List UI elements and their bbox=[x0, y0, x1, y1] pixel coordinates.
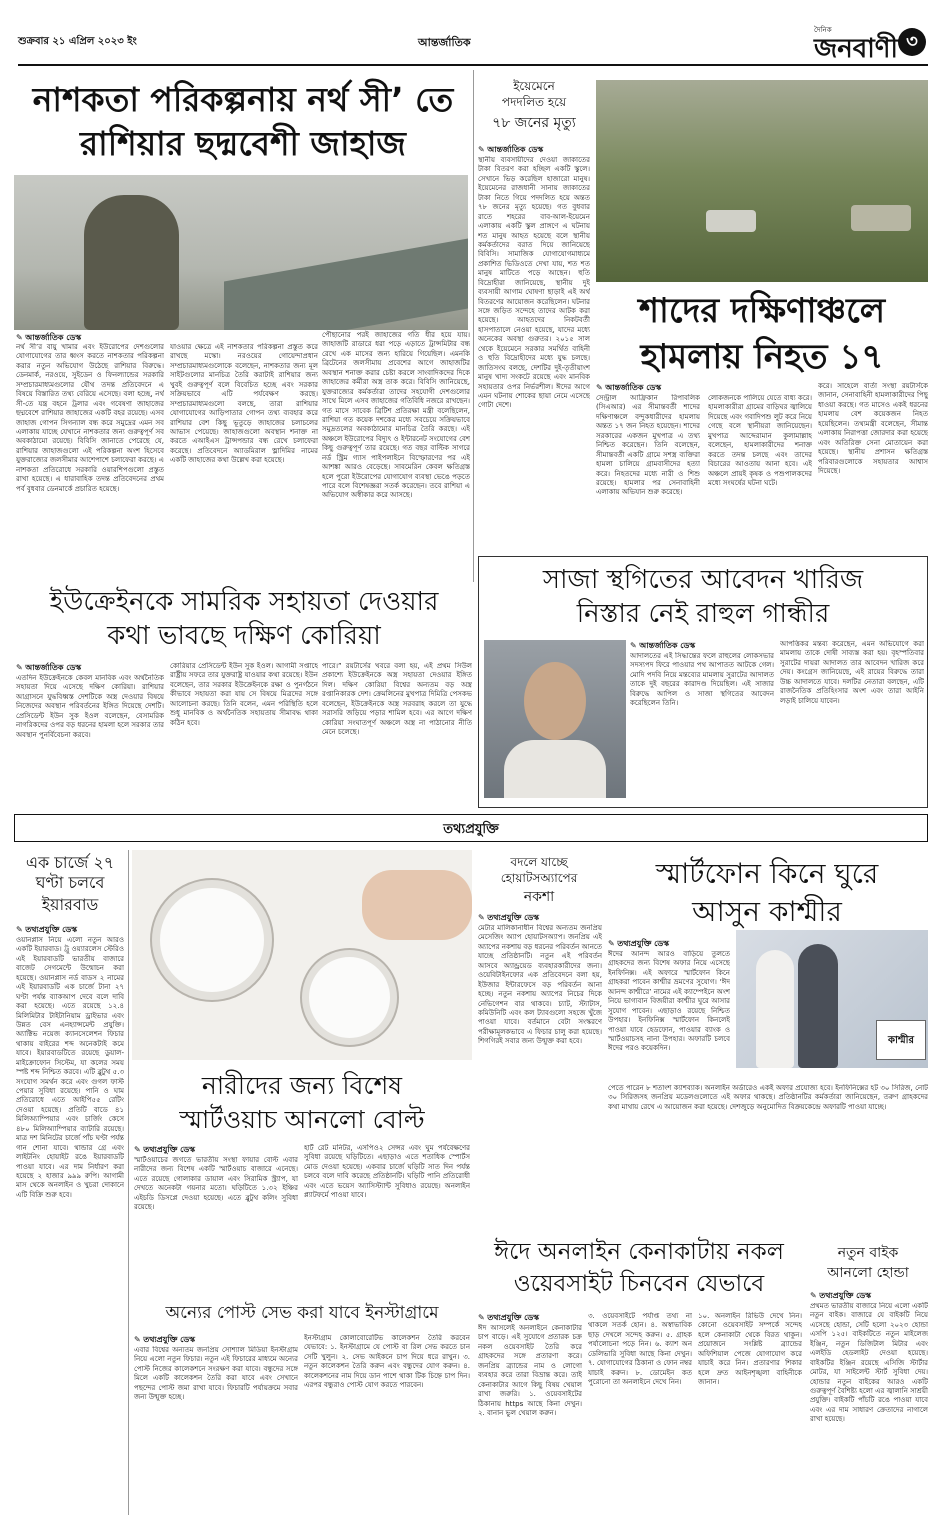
body-yemen: স্থানীয় ব্যবসায়ীদের দেওয়া জাকাতের টাকা বিতরণ করা হচ্ছিল একটি স্কুলে। সেখানে ভিড় করেছিল হাজারো মানুষ। ইয়েমেনের রাজধানী সানায় জাকাতের টাকা নিতে গিয়ে পদদলিত হয়ে অন্তত ৭৮ জনের মৃত্যু হয়েছে। গত বুধবার রাতে শহরের বাব-আল-ইয়েমেন এলাকায় একটি স্কুল প্রাঙ্গণে এ ঘটনায় শত মানুষ আহত হয়েছে বলে স্থানীয় কর্মকর্তাদের বরাত দিয়ে জানিয়েছে বিবিসি। সামাজিক যোগাযোগমাধ্যমে প্রকাশিত ভিডিওতে দেখা যায়, শত শত মানুষ মাটিতে পড়ে আছেন। হুতি বিদ্রোহীরা জানিয়েছে, স্থানীয় দুই ব্যবসায়ী আগাম ঘোষণা ছাড়াই এই অর্থ বিতরণের আয়োজন করেছিলেন। ঘটনার সঙ্গে জড়িত সন্দেহে তাদের আটক করা হয়েছে। আহতদের নিকটবর্তী হাসপাতালে নেওয়া হয়েছে, যাদের মধ্যে অনেকের অবস্থা গুরুতর। ২০১৫ সাল থেকে ইয়েমেনে সরকার সমর্থিত বাহিনী ও হুতি বিদ্রোহীদের মধ্যে যুদ্ধ চলছে। জাতিসংঘ বলছে, দেশটির দুই-তৃতীয়াংশ মানুষ খাদ্য সংকটে রয়েছে এবং মানবিক সহায়তার ওপর নির্ভরশীল। ঈদের আগে এমন ঘটনায় শোকের ছায়া নেমে এসেছে গোটা দেশে। bbox=[478, 156, 590, 410]
headline-gandhi-2: নিস্তার নেই রাহুল গান্ধীর bbox=[576, 599, 830, 629]
body-northsea-col1: নর্থ সী’র বায়ু খামার এবং ইউরোপের দেশগুলোর যোগাযোগের তার ধ্বংস করতে নাশকতার পরিকল্পনা করার নতুন অভিযোগ উঠেছে রাশিয়ার বিরুদ্ধে। ডেনমার্ক, নরওয়ে, সুইডেন ও ফিনল্যান্ডের সরকারি সম্প্রচারমাধ্যমগুলোর যৌথ তদন্ত প্রতিবেদনে এ বিষয়ে বিস্তারিত তথ্য বেরিয়ে এসেছে। বলা হচ্ছে, নর্থ সী-তে যন্ত্র বহনে ট্রলার এবং গবেষণা জাহাজের ছদ্মবেশে রাশিয়ার জাহাজের একটি বহর রয়েছে। এসব জাহাজ গোপন সিগন্যাল বন্ধ করে সমুদ্রের এমন সব এলাকায় যাচ্ছে যেখানে নাশকতার জন্য গুরুত্বপূর্ণ সব অবকাঠামো রয়েছে। বিবিসি জানাতে পেরেছে যে, রাশিয়ার জাহাজগুলো এই পরিকল্পনা অংশ হিসেবে যুক্তরাজ্যের জলসীমার আশেপাশে চলাফেরা করছে। এ নাশকতা প্রতিরোধে সরকারি ওয়ারশিপগুলো প্রস্তুত রাখা হয়েছে। এ ধারাবাহিক তদন্ত প্রতিবেদনের প্রথম পর্ব বুধবার ডেনমার্কে প্রচারিত হয়েছে। bbox=[16, 343, 164, 493]
body-kashmir-col2: পেতে পারেন ৮ শতাংশ ক্যাশব্যাক। অনলাইন অর্ডারেও একই অফার প্রযোজ্য হবে। ইনফিনিক্সের হট ৩০ সিরিজ, নোট ৩০ সিরিজসহ জনপ্রিয় মডেলগুলোতে এই অফার থাকছে। প্রতিষ্ঠানটির কর্মকর্তারা জানিয়েছেন, তরুণ গ্রাহকদের কথা মাথায় রেখে এ আয়োজন করা হয়েছে। দেশজুড়ে অনুমোদিত বিক্রয়কেন্দ্রে অফারটি পাওয়া যাচ্ছে। bbox=[608, 1084, 928, 1111]
body-korea-col3: পারে।” রয়টার্সের খবরে বলা হয়, এই প্রথম সিউল প্রকাশ্যে ইউক্রেইনকে অস্ত্র সহায়তা দেওয়ার ইঙ্গিত দিল। দক্ষিণ কোরিয়া বিশ্বের অন্যতম বড় অস্ত্র রপ্তানিকারক দেশ। ক্রেমলিনের মুখপাত্র দিমিত্রি পেসকভ বলেছেন, ইউক্রেইনকে অস্ত্র সরবরাহ করলে তা যুদ্ধে সরাসরি জড়িয়ে পড়ার শামিল হবে। এর আগে দক্ষিণ কোরিয়া সংঘাতপূর্ণ অঞ্চলে অস্ত্র না পাঠানোর নীতি মেনে চলেছে। bbox=[322, 662, 472, 737]
headline-honda-1: নতুন বাইক bbox=[837, 1245, 899, 1261]
headline-chad-2: হামলায় নিহত ১৭ bbox=[640, 337, 884, 377]
desk-korea: ✎ আন্তর্জাতিক ডেস্ক bbox=[16, 662, 81, 675]
body-chad-col2: লোকজনকে পালিয়ে যেতে বাধ্য করে। হামলাকারীরা গ্রামের বাড়িঘর জ্বালিয়ে দিয়েছে এবং গবাদিপশু লুট করে নিয়ে গেছে বলে স্থানীয়রা জানিয়েছেন। মুখপাত্র আব্দেরামান কুলামাল্লাহ বলেছেন, হামলাকারীদের শনাক্ত করতে তদন্ত চলছে এবং তাদের বিচারের আওতায় আনা হবে। এই অঞ্চলে প্রায়ই কৃষক ও পশুপালকদের মধ্যে সংঘর্ষের ঘটনা ঘটে। bbox=[708, 394, 812, 487]
it-section-band bbox=[14, 814, 928, 842]
headline-kashmir-1: স্মার্টফোন কিনে ঘুরে bbox=[655, 857, 879, 890]
masthead bbox=[18, 26, 928, 66]
headline-northsea-1: নাশকতা পরিকল্পনায় নর্থ সী’ তে bbox=[32, 80, 454, 119]
desk-yemen: ✎ আন্তর্জাতিক ডেস্ক bbox=[478, 144, 543, 157]
person bbox=[756, 950, 794, 1068]
column-divider bbox=[473, 70, 474, 582]
body-earbud: ওয়ানপ্লাস নিয়ে এলো নতুন আরও একটি ইয়ারবাড। ট্রু ওয়্যারলেস স্টেরিও এই ইয়ারবাডটি ভারতীয় বাজারে বাজেট সেগমেন্টে উন্মোচন করা হয়েছে। ওয়ানপ্লাস নর্ড বাডস ২ নামের এই ইয়ারবাডটি এক চার্জে টানা ২৭ ঘণ্টা পর্যন্ত ব্যাকআপ দেবে বলে দাবি করা হয়েছে। এতে রয়েছে ১২.৪ মিলিমিটার টাইটানিয়াম ড্রাইভার এবং উন্নত বেস এনহ্যান্সমেন্ট প্রযুক্তি। অ্যাক্টিভ নয়েজ ক্যানসেলেশন ফিচার থাকায় বাইরের শব্দ অনেকটাই কমে যাবে। ইয়ারবাডটিতে রয়েছে ডুয়াল-মাইক্রোফোন সিস্টেম, যা কলের সময় স্পষ্ট শব্দ নিশ্চিত করবে। এটি ব্লুটুথ ৫.৩ সংযোগ সমর্থন করে এবং গুগল ফাস্ট পেয়ার সুবিধা রয়েছে। পানি ও ঘাম প্রতিরোধে এতে আইপি৫৫ রেটিং দেওয়া হয়েছে। প্রতিটি বাডে ৪১ মিলিঅ্যাম্পিয়ার এবং চার্জিং কেসে ৪৮০ মিলিঅ্যাম্পিয়ার ব্যাটারি রয়েছে। মাত্র দশ মিনিটের চার্জে পাঁচ ঘণ্টা পর্যন্ত গান শোনা যাবে। থান্ডার গ্রে এবং লাইটনিং হোয়াইট রঙে ইয়ারবাডটি পাওয়া যাবে। এর দাম নির্ধারণ করা হয়েছে ২ হাজার ৯৯৯ রুপি। আগামী মাস থেকে অনলাইন ও খুচরা দোকানে এটি বিক্রি শুরু হবে। bbox=[16, 936, 124, 1199]
headline-honda-2: আনলো হোন্ডা bbox=[827, 1265, 909, 1281]
soldier-figure bbox=[84, 195, 179, 330]
headline-watch-2: স্মার্টওয়াচ আনলো বোল্ট bbox=[179, 1105, 425, 1134]
watch-face bbox=[152, 880, 272, 1000]
person bbox=[798, 944, 838, 1068]
headline-kashmir-2: আসুন কাশ্মীর bbox=[692, 895, 842, 928]
headline-whatsapp-3: নকশা bbox=[523, 889, 555, 905]
body-northsea-col3: পৌছানোর পরই জাহাজের গতি ধীর হয়ে যায়। জাহাজটি রাডারে ধরা পড়ে এড়াতে ট্রান্সমিটার বন্ধ রেখে এক মাসের জন্য হারিয়ে গিয়েছিল। এমনকি ব্রিটেনের জলসীমায় প্রবেশের আগে জাহাজটির অবস্থান শনাক্ত করার চেষ্টা করলে সাংবাদিকদের দিকে জাহাজের কর্মীরা অস্ত্র তাক করে। বিবিসি জানিয়েছে, যুক্তরাজ্যের কর্মকর্তারা তাদের সহযোগী দেশগুলোর সাথে মিলে এসব জাহাজের গতিবিধি নজরে রাখছেন। গত মাসে সাবেক ব্রিটিশ প্রতিরক্ষা মন্ত্রী বলেছিলেন, রাশিয়া গত কয়েক দশকের মধ্যে সবচেয়ে সক্রিয়ভাবে সমুদ্রতলের অবকাঠামোর মানচিত্র তৈরি করছে। এই অঞ্চলে ইউরোপের বিদ্যুৎ ও ইন্টারনেট সংযোগের বেশ কিছু গুরুত্বপূর্ণ তার রয়েছে। গত বছর বাল্টিক সাগরে নর্ড স্ট্রিম গ্যাস পাইপলাইনে বিস্ফোরণের পর এই আশঙ্কা আরও বেড়েছে। সাবমেরিন কেবল ক্ষতিগ্রস্ত হলে পুরো ইউরোপের যোগাযোগ ব্যবস্থা ভেঙে পড়তে পারে বলে বিশেষজ্ঞরা সতর্ক করেছেন। তবে রাশিয়া এ অভিযোগ অস্বীকার করে আসছে। bbox=[322, 331, 470, 500]
headline-earbud-2: ঘণ্টা চলবে bbox=[35, 873, 105, 892]
desk-fakesite: ✎ তথ্যপ্রযুক্তি ডেস্ক bbox=[478, 1312, 539, 1325]
body-korea-col2: কোরিয়ার প্রেসিডেন্ট ইউন সুক ইওল। আগামী সপ্তাহে রাষ্ট্রীয় সফরে তার যুক্তরাষ্ট্র যাওয়ার কথা রয়েছে। ইউন বলেছেন, তার সরকার ইউক্রেইনকে রক্ষা ও পুনর্গঠনে কীভাবে সহায়তা করা যায় সে বিষয়ে মিত্রদের সঙ্গে আলোচনা করছে। তিনি বলেন, এমন পরিস্থিতি হলে শুধু মানবিক ও অর্থনৈতিক সহায়তায় সীমাবদ্ধ থাকা কঠিন হবে। bbox=[170, 662, 318, 727]
body-fakesite-col3: ১০. অনলাইন রিভিউ দেখে নিন। কোনো ওয়েবসাইট সম্পর্কে সন্দেহ হলে কেনাকাটা থেকে বিরত থাকুন। প্রয়োজনে সংশ্লিষ্ট ব্র্যান্ডের অফিশিয়াল পেজে যোগাযোগ করে যাচাই করে নিন। প্রতারণার শিকার হলে দ্রুত আইনশৃঙ্খলা বাহিনীকে জানান। bbox=[698, 1312, 802, 1387]
vehicle bbox=[851, 205, 911, 231]
body-watch-col1: স্মার্টওয়াচের জগতে ভারতীয় সংস্থা ফায়ার বোল্ট এবার নারীদের জন্য বিশেষ একটি স্মার্টওয়াচ বাজারে এনেছে। এতে রয়েছে গোলাকার ডায়াল এবং সিরামিক স্ট্র্যাপ, যা দেখতে অনেকটা গয়নার মতো। ঘড়িটিতে ১.৩২ ইঞ্চির এইচডি ডিসপ্লে দেওয়া হয়েছে। এতে ব্লুটুথ কলিং সুবিধা রয়েছে। bbox=[134, 1156, 298, 1212]
desk-chad: ✎ আন্তর্জাতিক ডেস্ক bbox=[596, 382, 661, 395]
body-watch-col2: হার্ট রেট মনিটর, এসপিও২ সেন্সর এবং ঘুম পর্যবেক্ষণের সুবিধা রয়েছে ঘড়িটিতে। এছাড়াও এতে শতাধিক স্পোর্টস মোড দেওয়া হয়েছে। একবার চার্জে ঘড়িটি সাত দিন পর্যন্ত চলবে বলে দাবি করেছে প্রতিষ্ঠানটি। ঘড়িটি পানি প্রতিরোধী এবং এতে ভয়েস অ্যাসিস্ট্যান্ট সুবিধাও রয়েছে। অনলাইন প্ল্যাটফর্মে পাওয়া যাবে। bbox=[304, 1144, 470, 1200]
desk-gandhi: ✎ আন্তর্জাতিক ডেস্ক bbox=[630, 640, 695, 653]
headline-whatsapp-2: হোয়াটসঅ্যাপের bbox=[500, 871, 578, 885]
desk-watch: ✎ তথ্যপ্রযুক্তি ডেস্ক bbox=[134, 1144, 195, 1157]
headline-fakesite-1: ঈদে অনলাইন কেনাকাটায় নকল bbox=[494, 1239, 784, 1265]
body-instagram-col2: ইনস্টাগ্রাম কোলাবোরেটিভ কালেকশন তৈরি করবেন যেভাবে: ১. ইনস্টাগ্রামে যে পোস্ট বা রিল সেভ করতে চান সেটি খুলুন। ২. সেভ আইকনে চাপ দিয়ে ধরে রাখুন। ৩. নতুন কালেকশন তৈরি করুন এবং বন্ধুদের যোগ করুন। ৪. কালেকশনের নাম দিয়ে ডান পাশে থাকা টিক চিহ্নে চাপ দিন। এরপর বন্ধুরাও পোস্ট যোগ করতে পারবেন। bbox=[304, 1334, 470, 1390]
desk-kashmir: ✎ তথ্যপ্রযুক্তি ডেস্ক bbox=[608, 938, 669, 951]
headline-korea-1: ইউক্রেইনকে সামরিক সহায়তা দেওয়ার bbox=[49, 587, 439, 617]
desk-earbud: ✎ তথ্যপ্রযুক্তি ডেস্ক bbox=[16, 924, 77, 937]
headline-whatsapp-1: বদলে যাচ্ছে bbox=[510, 855, 568, 869]
section-label: আন্তর্জাতিক bbox=[418, 36, 471, 49]
face bbox=[524, 662, 586, 740]
chad-photo bbox=[596, 80, 928, 282]
ad-badge bbox=[876, 1020, 926, 1060]
body-chad-col3: করে। সাহেলে বার্তা সংস্থা রয়টার্সকে জানান, সেনাবাহিনী হামলাকারীদের পিছু ধাওয়া করছে। গত মাসেও একই ধরনের হামলায় বেশ কয়েকজন নিহত হয়েছিলেন। তথ্যমন্ত্রী বলেছেন, সীমান্ত এলাকায় নিরাপত্তা জোরদার করা হয়েছে এবং অতিরিক্ত সেনা মোতায়েন করা হয়েছে। স্থানীয় প্রশাসন ক্ষতিগ্রস্ত পরিবারগুলোকে সহায়তার আশ্বাস দিয়েছে। bbox=[818, 382, 928, 475]
headline-korea-2: কথা ভাবছে দক্ষিণ কোরিয়া bbox=[107, 621, 381, 651]
it-section-label: তথ্যপ্রযুক্তি bbox=[443, 822, 499, 837]
body-honda: প্রথমত ভারতীয় বাজারে নিয়ে এলো একটি নতুন বাইক। বাজারে যে বাইকটি নিয়ে এসেছে হোন্ডা, সেটি হলো ২০২৩ হোন্ডা এসপি ১২৫। বাইকটিতে নতুন মাইলেজ ইঞ্জিন, নতুন ডিজিটাল মিটার এবং এলইডি হেডলাইট দেওয়া হয়েছে। বাইকটির ইঞ্জিন রয়েছে এসিজি স্টার্টার মোটর, যা সাইলেন্ট স্টার্ট সুবিধা দেয়। হোন্ডার নতুন বাইকের আরও একটি গুরুত্বপূর্ণ বৈশিষ্ট্য হলো এর জ্বালানি সাশ্রয়ী প্রযুক্তি। বাইকটি পাঁচটি রঙে পাওয়া যাবে এবং এর দাম সাধারণ ক্রেতাদের নাগালে রাখা হয়েছে। bbox=[810, 1302, 928, 1424]
vehicle bbox=[706, 210, 756, 232]
headline-chad-1: শাদের দক্ষিণাঞ্চলে bbox=[638, 291, 886, 331]
body-gandhi-col1: আদালতের এই সিদ্ধান্তের ফলে রাহুলের লোকসভার সদস্যপদ ফিরে পাওয়ার পথ আপাতত আটকে গেল। মোদি পদবি নিয়ে মন্তব্যের মামলায় সুরাটের আদালত তাকে দুই বছরের কারাদণ্ড দিয়েছিল। এই সাজার বিরুদ্ধে আপিল ও সাজা স্থগিতের আবেদন করেছিলেন তিনি। bbox=[630, 652, 774, 708]
headline-gandhi-1: সাজা স্থগিতের আবেদন খারিজ bbox=[542, 565, 864, 595]
body-korea-col1: এতদিন ইউক্রেইনকে কেবল মানবিক এবং অর্থনৈতিক সহায়তা দিয়ে এসেছে দক্ষিণ কোরিয়া। রাশিয়ার আগ্রাসনে যুদ্ধবিধ্বস্ত দেশটিকে অস্ত্র দেওয়ার বিষয়ে নিজেদের অবস্থান পরিবর্তনের ইঙ্গিত দিয়েছে দেশটি। প্রেসিডেন্ট ইউন সুক ইওল বলেছেন, বেসামরিক নাগরিকদের ওপর বড় ধরনের হামলা হলে সরকার তার অবস্থান পুনর্বিবেচনা করবে। bbox=[16, 674, 164, 739]
hand bbox=[362, 870, 472, 940]
body-northsea-col2: যাওয়ার ক্ষেত্রে এই নাশকতার পরিকল্পনা প্রস্তুত করে রাখছে মস্কো। নরওয়ের গোয়েন্দাপ্রধান সম্প্রচারমাধ্যমগুলোকে বলেছেন, নাশকতার জন্য মূল সাইটগুলোর মানচিত্র তৈরি করাটাই রাশিয়ার জন্য খুবই গুরুত্বপূর্ণ বলে বিবেচিত হচ্ছে এবং সরকার সক্রিয়ভাবে এটি পর্যবেক্ষণ করছে। সম্প্রচারমাধ্যমগুলো বলছে, তারা রাশিয়ার যোগাযোগের আড়িপাতার গোপন তথ্য ব্যবহার করে রাশিয়ার বেশ কিছু ভূতুড়ে জাহাজের চলাচলের আভাস পেয়েছে। জাহাজগুলো অবস্থান শনাক্ত না করতে এআইএস ট্রান্সপন্ডার বন্ধ রেখে চলাফেরা করেছে। প্রতিবেদনে অ্যাডমিরাল ভ্লাদিমির নামের একটি জাহাজের কথা উল্লেখ করা হয়েছে। bbox=[170, 343, 318, 465]
shirt bbox=[504, 740, 606, 798]
ad-label: কাশ্মীর bbox=[887, 1035, 915, 1046]
daily-label: দৈনিক bbox=[814, 26, 832, 34]
headline-earbud-3: ইয়ারবাড bbox=[41, 895, 99, 914]
body-instagram-col1: এবার বিশ্বের অন্যতম জনপ্রিয় সোশ্যাল মিডিয়া ইনস্টাগ্রাম নিয়ে এলো নতুন ফিচার। নতুন এই ফিচারের মাধ্যমে অন্যের পোস্ট নিজের কালেকশনে সংরক্ষণ করা যাবে। বন্ধুদের সঙ্গে মিলে একটি কালেকশন তৈরি করা যাবে এবং সেখানে পছন্দের পোস্ট জমা রাখা যাবে। ফিচারটি পর্যায়ক্রমে সবার জন্য উন্মুক্ত হচ্ছে। bbox=[134, 1346, 298, 1402]
watch-face bbox=[302, 950, 397, 1045]
headline-yemen-2: পদদলিত হয়ে bbox=[501, 95, 567, 109]
headline-fakesite-2: ওয়েবসাইট চিনবেন যেভাবে bbox=[513, 1271, 765, 1297]
headline-northsea-2: রাশিয়ার ছদ্মবেশী জাহাজ bbox=[80, 124, 406, 163]
kashmir-ad-photo bbox=[736, 930, 928, 1068]
body-gandhi-col2: আপত্তিকর মন্তব্য করেছেন, এমন অভিযোগে করা মামলায় তাকে দোষী সাব্যস্ত করা হয়। বৃহস্পতিবার সুরাটের দায়রা আদালত তার আবেদন খারিজ করে দেয়। কংগ্রেস জানিয়েছে, এই রায়ের বিরুদ্ধে তারা উচ্চ আদালতে যাবে। দলটির নেতারা বলছেন, এটি রাজনৈতিক প্রতিহিংসার অংশ এবং তারা আইনি লড়াই চালিয়ে যাবেন। bbox=[780, 640, 924, 705]
body-chad-col1: সেন্ট্রাল আফ্রিকান রিপাবলিক (সিএআর) এর সীমান্তবর্তী শাদের দক্ষিণাঞ্চলে বন্দুকধারীদের হামলায় অন্তত ১৭ জন নিহত হয়েছেন। শাদের সরকারের একজন মুখপাত্র এ তথ্য নিশ্চিত করেছেন। তিনি বলেছেন, সীমান্তবর্তী একটি গ্রামে সশস্ত্র ব্যক্তিরা হামলা চালিয়ে গ্রামবাসীদের হত্যা করে। নিহতদের মধ্যে নারী ও শিশু রয়েছে। হামলার পর সেনাবাহিনী এলাকায় অভিযান শুরু করেছে। bbox=[596, 394, 700, 497]
headline-earbud-1: এক চার্জে ২৭ bbox=[25, 853, 115, 872]
headline-instagram: অন্যের পোস্ট সেভ করা যাবে ইনস্টাগ্রামে bbox=[165, 1303, 439, 1323]
desk-instagram: ✎ তথ্যপ্রযুক্তি ডেস্ক bbox=[134, 1334, 195, 1347]
body-kashmir-col1: ঈদের আনন্দ আরও বাড়িয়ে তুলতে গ্রাহকদের জন্য বিশেষ অফার নিয়ে এসেছে ইনফিনিক্স। এই অফারে স্মার্টফোন কিনে গ্রাহকরা পাবেন কাশ্মীর ভ্রমণের সুযোগ। ‘ঈদ আনন্দ কাশ্মীরে’ নামের এই ক্যাম্পেইনে অংশ নিয়ে ভাগ্যবান বিজয়ীরা কাশ্মীর ঘুরে আসার সুযোগ পাবেন। এছাড়াও রয়েছে নিশ্চিত উপহার। ইনফিনিক্স স্মার্টফোন কিনলেই পাওয়া যাবে হেডফোন, পাওয়ার ব্যাংক ও স্মার্টওয়াচসহ নানা উপহার। অফারটি চলবে ঈদের পরও কয়েকদিন। bbox=[608, 950, 730, 1053]
smartwatch-photo bbox=[132, 850, 472, 1060]
headline-watch-1: নারীদের জন্য বিশেষ bbox=[201, 1071, 403, 1100]
desk-whatsapp: ✎ তথ্যপ্রযুক্তি ডেস্ক bbox=[478, 912, 539, 925]
gandhi-photo bbox=[484, 640, 626, 798]
issue-date: শুক্রবার ২১ এপ্রিল ২০২৩ ইং bbox=[18, 36, 137, 47]
headline-yemen-3: ৭৮ জনের মৃত্যু bbox=[492, 115, 576, 131]
desk-northsea: ✎ আন্তর্জাতিক ডেস্ক bbox=[16, 332, 81, 345]
desk-honda: ✎ তথ্যপ্রযুক্তি ডেস্ক bbox=[810, 1290, 871, 1303]
headline-yemen-1: ইয়েমেনে bbox=[513, 79, 555, 93]
header-rule bbox=[18, 64, 928, 66]
body-fakesite-col1: ঈদ আসলেই অনলাইনে কেনাকাটার চাপ বাড়ে। এই সুযোগে প্রতারক চক্র নকল ওয়েবসাইট তৈরি করে গ্রাহকদের সঙ্গে প্রতারণা করে। জনপ্রিয় ব্র্যান্ডের নাম ও লোগো ব্যবহার করে তারা বিভ্রান্ত করে। তাই কেনাকাটার আগে কিছু বিষয় খেয়াল রাখা জরুরি। ১. ওয়েবসাইটের ঠিকানায় https আছে কিনা দেখুন। ২. বানান ভুল খেয়াল করুন। bbox=[478, 1324, 582, 1417]
body-fakesite-col2: ৩. ওয়েবসাইটে পর্যাপ্ত তথ্য না থাকলে সতর্ক হোন। ৪. অস্বাভাবিক ছাড় দেখলে সন্দেহ করুন। ৫. গ্রাহক পর্যালোচনা পড়ে নিন। ৬. ক্যাশ অন ডেলিভারি সুবিধা আছে কিনা দেখুন। ৭. যোগাযোগের ঠিকানা ও ফোন নম্বর যাচাই করুন। ৮. ডোমেইন কত পুরোনো তা অনলাইনে দেখে নিন। bbox=[588, 1312, 692, 1387]
page-number: ৩ bbox=[898, 28, 926, 56]
newspaper-logo: জনবাণী bbox=[814, 34, 898, 64]
column-divider bbox=[128, 850, 129, 1515]
body-whatsapp: মেটার মালিকানাধীন বিশ্বের অন্যতম জনপ্রিয় মেসেজিং অ্যাপ হোয়াটসঅ্যাপ। জনপ্রিয় এই অ্যাপের নকশায় বড় ধরনের পরিবর্তন আনতে যাচ্ছে প্রতিষ্ঠানটি। নতুন এই পরিবর্তন আসবে অ্যান্ড্রয়েড ব্যবহারকারীদের জন্য। ওয়েবিটাইনফোর এক প্রতিবেদনে বলা হয়, ইউজার ইন্টারফেসে বড় পরিবর্তন আনা হচ্ছে। নতুন নকশায় অ্যাপের নিচের দিকে নেভিগেশন বার থাকবে। চ্যাট, স্ট্যাটাস, কমিউনিটি এবং কল ট্যাবগুলো সহজে খুঁজে পাওয়া যাবে। বর্তমানে বেটা সংস্করণে পরীক্ষামূলকভাবে এ ফিচার চালু করা হয়েছে। শিগগিরই সবার জন্য উন্মুক্ত করা হবে। bbox=[478, 924, 602, 1046]
